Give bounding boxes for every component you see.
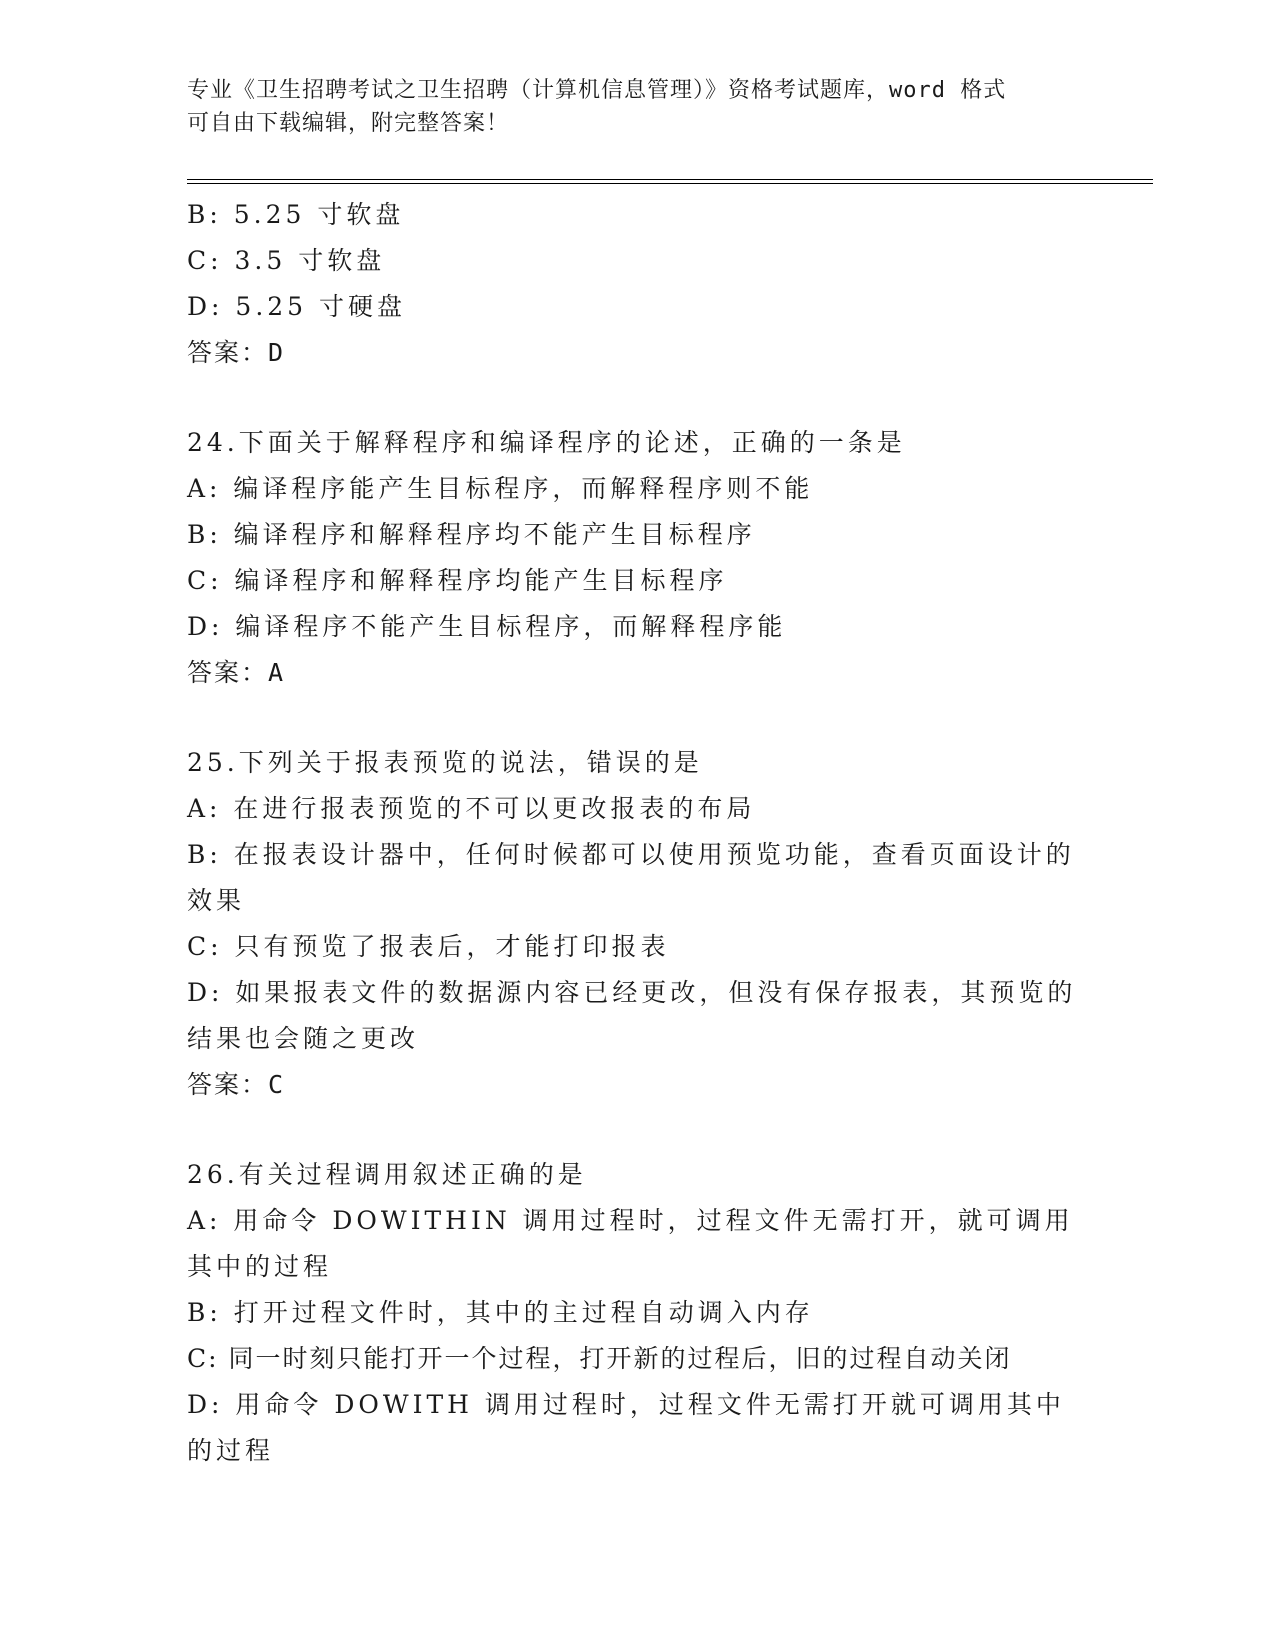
question-24 — [187, 420, 1087, 696]
answer-value: D — [268, 338, 286, 367]
question-stem: 24.下面关于解释程序和编译程序的论述，正确的一条是 — [187, 428, 906, 457]
option-a: A: 在进行报表预览的不可以更改报表的布局 — [187, 794, 756, 823]
answer-label: 答案： — [187, 658, 269, 687]
answer-line — [187, 330, 1087, 376]
header-line-2: 可自由下载编辑，附完整答案！ — [187, 111, 510, 136]
option-b: B: 编译程序和解释程序均不能产生目标程序 — [187, 520, 756, 549]
option-a: A: 用命令 DOWITHIN 调用过程时，过程文件无需打开，就可调用其中的过程 — [187, 1206, 1074, 1281]
answer-label: 答案： — [187, 338, 269, 367]
answer-value: A — [268, 658, 286, 687]
option-b: B: 打开过程文件时，其中的主过程自动调入内存 — [187, 1298, 814, 1327]
question-content — [187, 192, 1087, 1474]
question-23-fragment — [187, 192, 1087, 376]
header-line-1: 专业《卫生招聘考试之卫生招聘（计算机信息管理）》资格考试题库，word 格式 — [187, 78, 1007, 103]
header-divider-top — [187, 179, 1153, 180]
answer-line — [187, 1062, 1087, 1108]
question-stem: 25.下列关于报表预览的说法，错误的是 — [187, 748, 703, 777]
question-stem: 26.有关过程调用叙述正确的是 — [187, 1160, 587, 1189]
header-divider-bottom — [187, 183, 1153, 184]
question-26 — [187, 1152, 1087, 1474]
answer-value: C — [268, 1070, 286, 1099]
option-b: B: 在报表设计器中，任何时候都可以使用预览功能，查看页面设计的效果 — [187, 840, 1075, 915]
option-d: D: 如果报表文件的数据源内容已经更改，但没有保存报表，其预览的结果也会随之更改 — [187, 978, 1077, 1053]
option-d: D: 用命令 DOWITH 调用过程时，过程文件无需打开就可调用其中的过程 — [187, 1390, 1065, 1465]
document-header — [187, 74, 1087, 140]
option-c: C: 只有预览了报表后，才能打印报表 — [187, 932, 670, 961]
option-b: B: 5.25 寸软盘 — [187, 200, 405, 229]
option-a: A: 编译程序能产生目标程序，而解释程序则不能 — [187, 474, 814, 503]
option-d: D: 5.25 寸硬盘 — [187, 292, 407, 321]
question-25 — [187, 740, 1087, 1108]
option-d: D: 编译程序不能产生目标程序，而解释程序能 — [187, 612, 787, 641]
option-c: C: 3.5 寸软盘 — [187, 246, 386, 275]
option-c: C: 编译程序和解释程序均能产生目标程序 — [187, 566, 728, 595]
option-c: C: 同一时刻只能打开一个过程，打开新的过程后，旧的过程自动关闭 — [187, 1344, 1012, 1373]
answer-line — [187, 650, 1087, 696]
answer-label: 答案： — [187, 1070, 269, 1099]
